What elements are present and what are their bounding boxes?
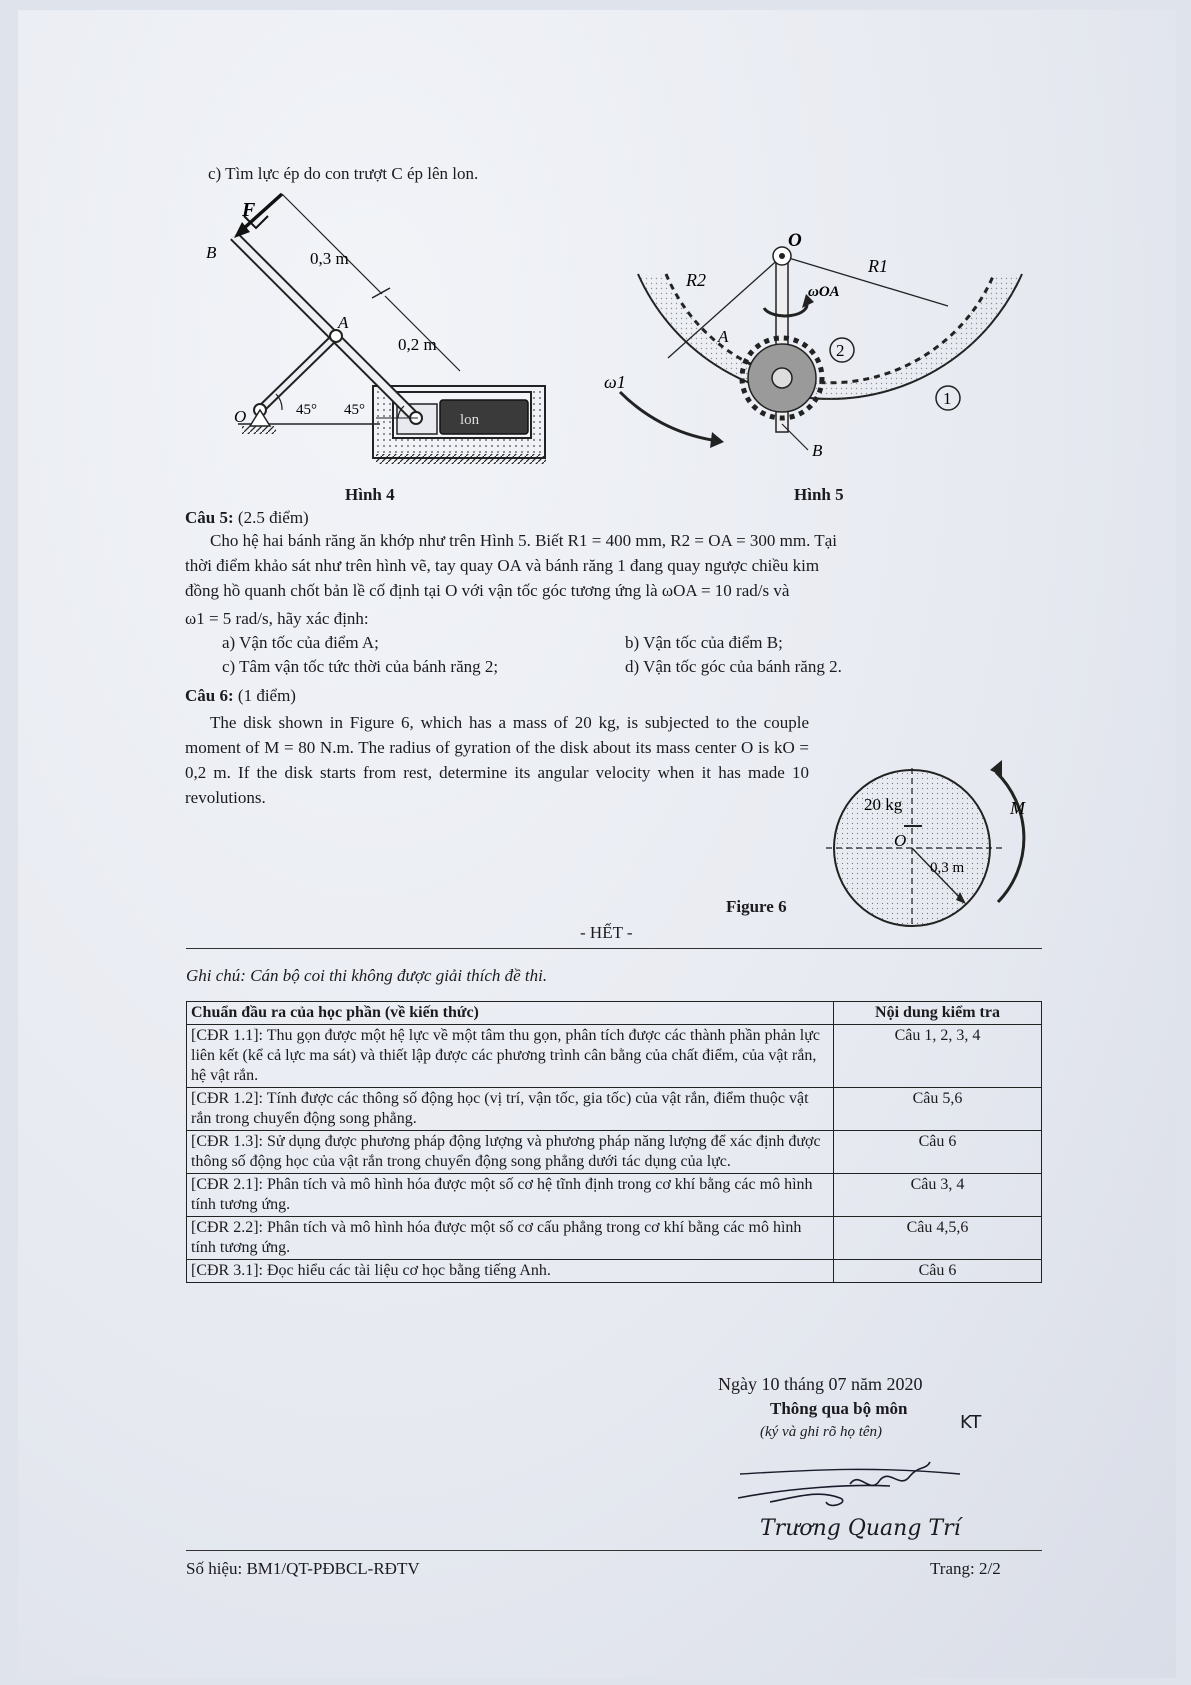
table-cell-outcome: [CĐR 1.2]: Tính được các thông số động học (vị trí, vận tốc, gia tốc) của vật rắn, điểm thuộc vật rắn trong chuyển động song phẳng. [187, 1088, 834, 1131]
table-cell-content: Câu 5,6 [834, 1088, 1042, 1131]
fig5-gear2-label: 2 [836, 341, 845, 360]
q5-heading [185, 507, 309, 528]
q5-item-c: c) Tâm vận tốc tức thời của bánh răng 2; [222, 657, 499, 676]
q4-part-c: c) Tìm lực ép do con trượt C ép lên lon. [208, 164, 479, 183]
q5-points: (2.5 điểm) [237, 508, 309, 527]
fig4-angle-1: 45° [296, 402, 317, 418]
fig6-mass-label: 20 kg [864, 795, 903, 814]
fig5-label-w1: ω1 [604, 372, 626, 392]
table-row [187, 1025, 1042, 1088]
table-header-outcome: Chuẩn đầu ra của học phần (về kiến thức) [187, 1002, 834, 1025]
table-cell-outcome: [CĐR 1.3]: Sử dụng được phương pháp động lượng và phương pháp năng lượng để xác định được thông số động học của vật rắn trong chuyển động song phẳng dưới tác dụng của lực. [187, 1131, 834, 1174]
separator-line [186, 948, 1042, 949]
fig6-label-M: M [1010, 798, 1025, 818]
figure-5-caption: Hình 5 [794, 485, 844, 504]
table-cell-content: Câu 4,5,6 [834, 1217, 1042, 1260]
signer-name: Trương Quang Trí [760, 1516, 961, 1541]
end-mark: - HẾT - [580, 923, 633, 942]
table-header-row [187, 1002, 1042, 1025]
q5-body-1: Cho hệ hai bánh răng ăn khớp như trên Hình 5. Biết R1 = 400 mm, R2 = OA = 300 mm. Tại [210, 531, 837, 550]
table-cell-outcome: [CĐR 2.1]: Phân tích và mô hình hóa được một số cơ hệ tĩnh định trong cơ khí bằng các mô hình tính tương ứng. [187, 1174, 834, 1217]
table-row [187, 1088, 1042, 1131]
q5-body-3: đồng hồ quanh chốt bản lề cố định tại O với vận tốc góc tương ứng là ωOA = 10 rad/s và [185, 581, 790, 600]
fig5-label-O: O [788, 230, 802, 251]
figure-4-diagram [206, 186, 560, 476]
table-cell-outcome: [CĐR 1.1]: Thu gọn được một hệ lực về một tâm thu gọn, phân tích được các thành phần phản lực liên kết (kể cả lực ma sát) và thiết lập được các phương trình cân bằng của chất điểm, của vật rắn, hệ vật rắn. [187, 1025, 834, 1088]
fig5-gear1-label: 1 [943, 389, 952, 408]
signature-image [730, 1440, 990, 1520]
fig4-dim-1: 0,3 m [310, 249, 349, 268]
fig6-label-O: O [894, 831, 907, 850]
footer-line [186, 1550, 1042, 1551]
fig5-label-R1: R1 [868, 256, 888, 276]
fig6-radius-label: 0,3 m [930, 860, 965, 876]
table-header-content: Nội dung kiểm tra [834, 1002, 1042, 1025]
table-cell-content: Câu 1, 2, 3, 4 [834, 1025, 1042, 1088]
footer-page: Trang: 2/2 [930, 1559, 1001, 1578]
table-cell-outcome: [CĐR 3.1]: Đọc hiểu các tài liệu cơ học bằng tiếng Anh. [187, 1260, 834, 1283]
approval-kt: KT [960, 1412, 982, 1433]
q5-item-b: b) Vận tốc của điểm B; [625, 633, 783, 652]
q6-points: (1 điểm) [237, 686, 296, 705]
fig4-angle-2: 45° [344, 402, 365, 418]
exam-note: Ghi chú: Cán bộ coi thi không được giải thích đề thi. [186, 966, 548, 985]
figure-6-diagram [826, 752, 1026, 932]
fig5-label-B: B [812, 441, 823, 460]
figure-5-diagram [604, 230, 1030, 476]
fig4-label-F: F [242, 199, 256, 221]
figure-6-caption: Figure 6 [726, 897, 787, 916]
q6-body: The disk shown in Figure 6, which has a mass of 20 kg, is subjected to the couple moment of M = 80 N.m. The radius of gyration of the disk about its mass center O is kO = 0,2 m. If the disk starts from rest, determine its angular velocity when it has made 10 revolutions. [185, 713, 809, 807]
q5-item-a: a) Vận tốc của điểm A; [222, 633, 379, 652]
fig4-label-B: B [206, 243, 217, 262]
q5-title: Câu 5: [185, 508, 234, 527]
table-row [187, 1217, 1042, 1260]
q5-body-2: thời điểm khảo sát như trên hình vẽ, tay quay OA và bánh răng 1 đang quay ngược chiều kim [185, 556, 820, 575]
learning-outcomes-table [186, 1001, 1042, 1283]
table-cell-outcome: [CĐR 2.2]: Phân tích và mô hình hóa được một số cơ cấu phẳng trong cơ khí bằng các mô hình tính tương ứng. [187, 1217, 834, 1260]
can-label: lon [460, 412, 480, 428]
table-row [187, 1260, 1042, 1283]
fig4-label-O: O [234, 407, 247, 426]
q5-body-4: ω1 = 5 rad/s, hãy xác định: [185, 609, 369, 628]
approval-subtitle: (ký và ghi rõ họ tên) [760, 1424, 883, 1440]
footer-code: Số hiệu: BM1/QT-PĐBCL-RĐTV [186, 1559, 420, 1578]
table-cell-content: Câu 6 [834, 1131, 1042, 1174]
table-cell-content: Câu 6 [834, 1260, 1042, 1283]
approval-date: Ngày 10 tháng 07 năm 2020 [718, 1374, 923, 1394]
fig5-label-A: A [718, 327, 729, 346]
approval-title: Thông qua bộ môn [770, 1399, 908, 1418]
fig5-label-R2: R2 [686, 270, 706, 290]
q5-item-d: d) Vận tốc góc của bánh răng 2. [625, 657, 842, 676]
figure-4-caption: Hình 4 [345, 485, 395, 504]
fig4-label-A: A [338, 313, 349, 332]
table-row [187, 1174, 1042, 1217]
fig5-label-wOA: ωOA [808, 284, 840, 300]
q6-heading [185, 685, 296, 706]
table-cell-content: Câu 3, 4 [834, 1174, 1042, 1217]
fig4-dim-2: 0,2 m [398, 335, 437, 354]
table-row [187, 1131, 1042, 1174]
q6-title: Câu 6: [185, 686, 234, 705]
